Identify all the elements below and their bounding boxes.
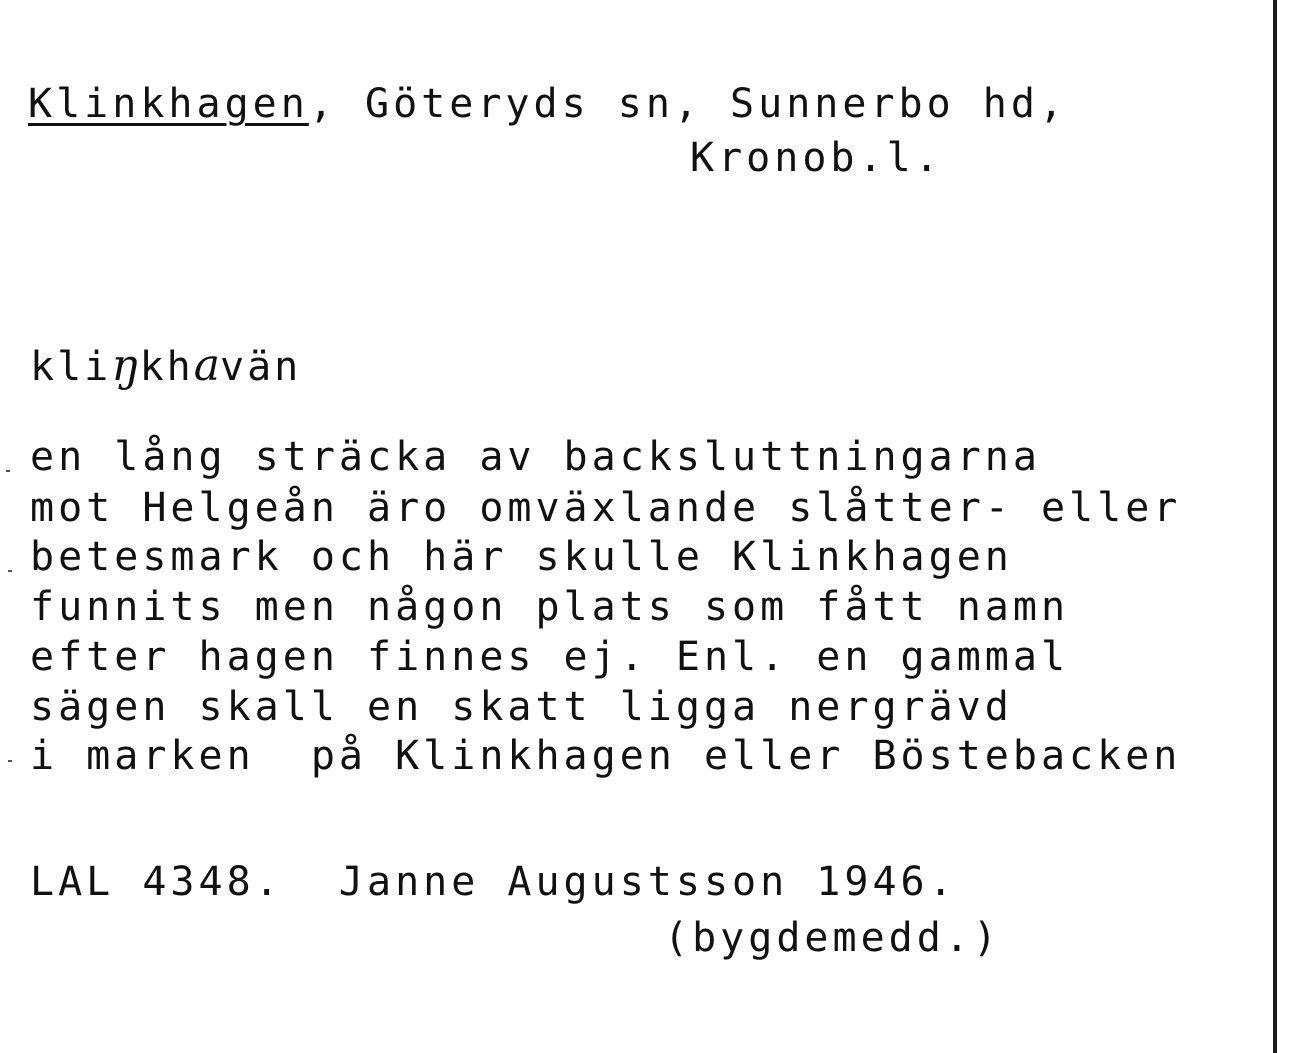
- phonetic-handwritten-1: ŋ: [111, 340, 140, 391]
- location-text: , Göteryds sn, Sunnerbo hd,: [308, 81, 1068, 127]
- phonetic-part-3: vän: [220, 344, 302, 390]
- scan-speck: [8, 760, 12, 762]
- body-line: betesmark och här skulle Klinkhagen: [30, 534, 1013, 580]
- scan-speck: [6, 470, 10, 472]
- body-line: en lång sträcka av backsluttningarna: [30, 434, 1041, 480]
- phonetic-transcription: [30, 340, 301, 391]
- place-name: Klinkhagen: [28, 81, 309, 127]
- phonetic-part-2: kh: [139, 344, 194, 390]
- body-line: mot Helgeån äro omväxlande slåtter- eller: [30, 485, 1182, 531]
- body-line: sägen skall en skatt ligga nergrävd: [30, 684, 1013, 730]
- reference-line: LAL 4348. Janne Augustsson 1946.: [30, 859, 957, 905]
- source-note: (bygdemedd.): [664, 915, 1001, 961]
- phonetic-part-1: kli: [30, 344, 112, 390]
- phonetic-handwritten-2: a: [193, 340, 220, 391]
- heading-line: [28, 81, 1068, 127]
- body-line: i marken på Klinkhagen eller Böstebacken: [30, 733, 1182, 779]
- scan-speck: [8, 570, 12, 572]
- body-line: funnits men någon plats som fått namn: [30, 584, 1070, 630]
- county-text: Kronob.l.: [690, 135, 943, 181]
- body-line: efter hagen finnes ej. Enl. en gammal: [30, 634, 1070, 680]
- card-edge-line: [1273, 0, 1277, 1053]
